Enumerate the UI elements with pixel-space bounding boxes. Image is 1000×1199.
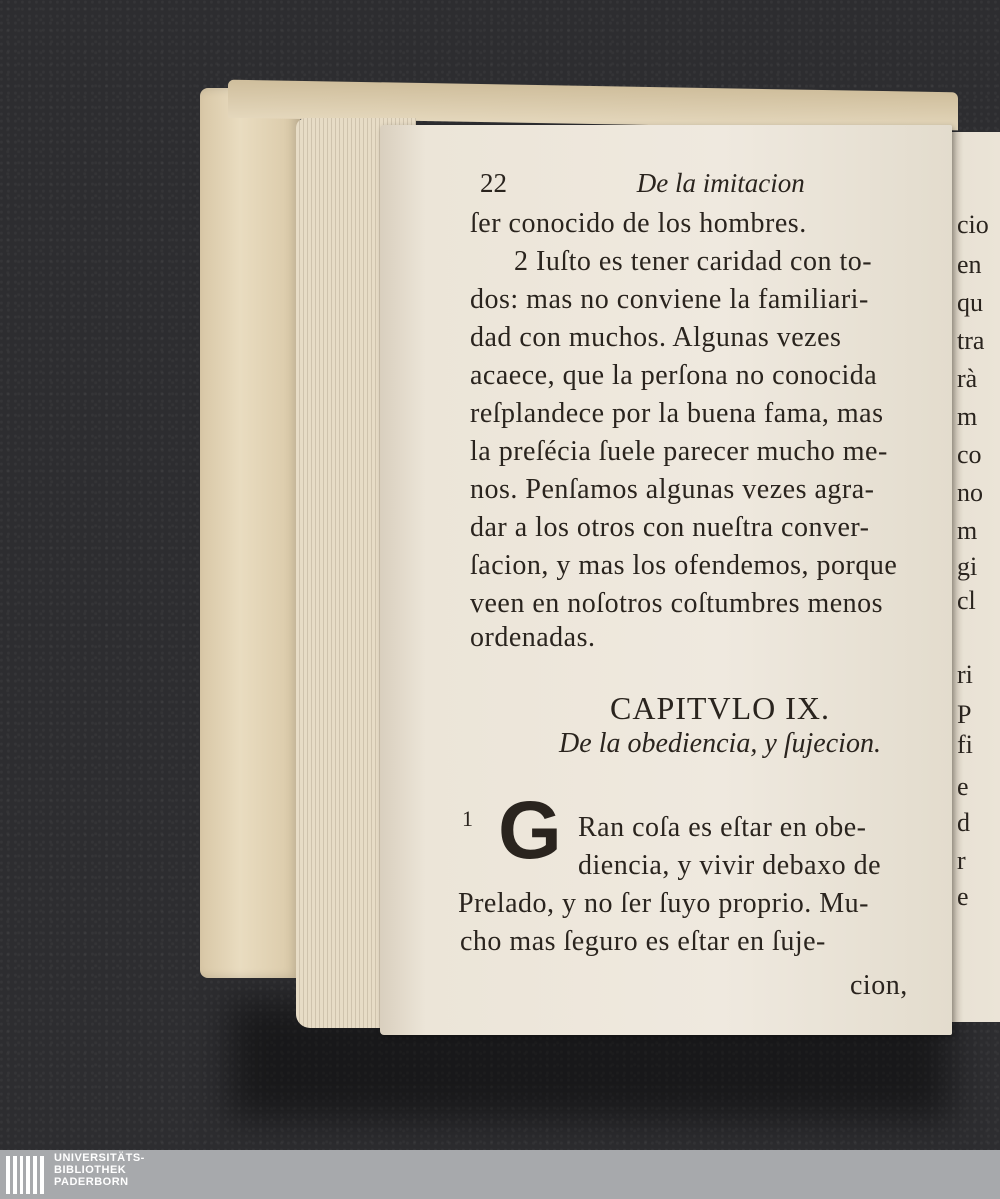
library-name-line: UNIVERSITÄTS-	[54, 1152, 145, 1164]
catchword: cion,	[850, 970, 908, 1001]
facing-fragment: m	[957, 402, 978, 431]
text-line: dos: mas no conviene la familiari-	[470, 284, 869, 315]
facing-fragment: m	[957, 516, 978, 545]
facing-fragment: cio	[957, 210, 989, 239]
text-line: Prelado, y no ſer ſuyo proprio. Mu-	[458, 888, 869, 919]
chapter-heading: CAPITVLO IX.	[610, 690, 830, 726]
text-line: ſer conocido de los hombres.	[470, 208, 807, 239]
library-name	[54, 1152, 145, 1188]
facing-fragment: no	[957, 478, 983, 507]
chapter-subtitle: De la obediencia, y ſujecion.	[559, 728, 881, 759]
text-line: diencia, y vivir debaxo de	[578, 850, 882, 881]
text-line: 2 Iuſto es tener caridad con to-	[514, 246, 873, 277]
text-line: acaece, que la perſona no conocida	[470, 360, 878, 391]
text-line: reſplandece por la buena fama, mas	[470, 398, 884, 429]
library-name-line: BIBLIOTHEK	[54, 1164, 127, 1176]
facing-fragment: rà	[957, 364, 978, 393]
facing-fragment: tra	[957, 326, 985, 355]
library-logo-icon	[6, 1156, 44, 1194]
facing-fragment: gi	[957, 552, 978, 581]
drop-capital: G	[498, 785, 562, 876]
facing-fragment: cl	[957, 586, 976, 615]
facing-fragment: ri	[957, 660, 973, 689]
text-line: cho mas ſeguro es eſtar en ſuje-	[460, 926, 826, 957]
paragraph-number: 1	[462, 806, 473, 831]
text-line: dar a los otros con nueſtra conver-	[470, 512, 870, 543]
text-line: dad con muchos. Algunas vezes	[470, 322, 842, 353]
text-line: veen en noſotros coſtumbres menos	[470, 588, 884, 619]
facing-fragment: en	[957, 250, 982, 279]
running-title: De la imitacion	[636, 168, 805, 198]
text-line: la preſécia ſuele parecer mucho me-	[470, 436, 888, 467]
facing-fragment: e	[957, 882, 969, 911]
facing-fragment: fi	[957, 730, 973, 759]
text-line: ſacion, y mas los ofendemos, porque	[470, 550, 898, 581]
text-line: Ran coſa es eſtar en obe-	[578, 812, 867, 843]
text-line: nos. Penſamos algunas vezes agra-	[470, 474, 875, 505]
facing-fragment: d	[957, 808, 970, 837]
page-number: 22	[480, 168, 507, 198]
text-line: ordenadas.	[470, 622, 596, 653]
running-head	[480, 168, 860, 199]
library-name-line: PADERBORN	[54, 1176, 129, 1188]
book-cover	[200, 88, 300, 978]
facing-fragment: e	[957, 772, 969, 801]
facing-fragment: P	[957, 700, 972, 729]
facing-fragment: co	[957, 440, 982, 469]
footer-bar	[0, 1150, 1000, 1199]
facing-fragment: qu	[957, 288, 983, 317]
facing-fragment: r	[957, 846, 966, 875]
